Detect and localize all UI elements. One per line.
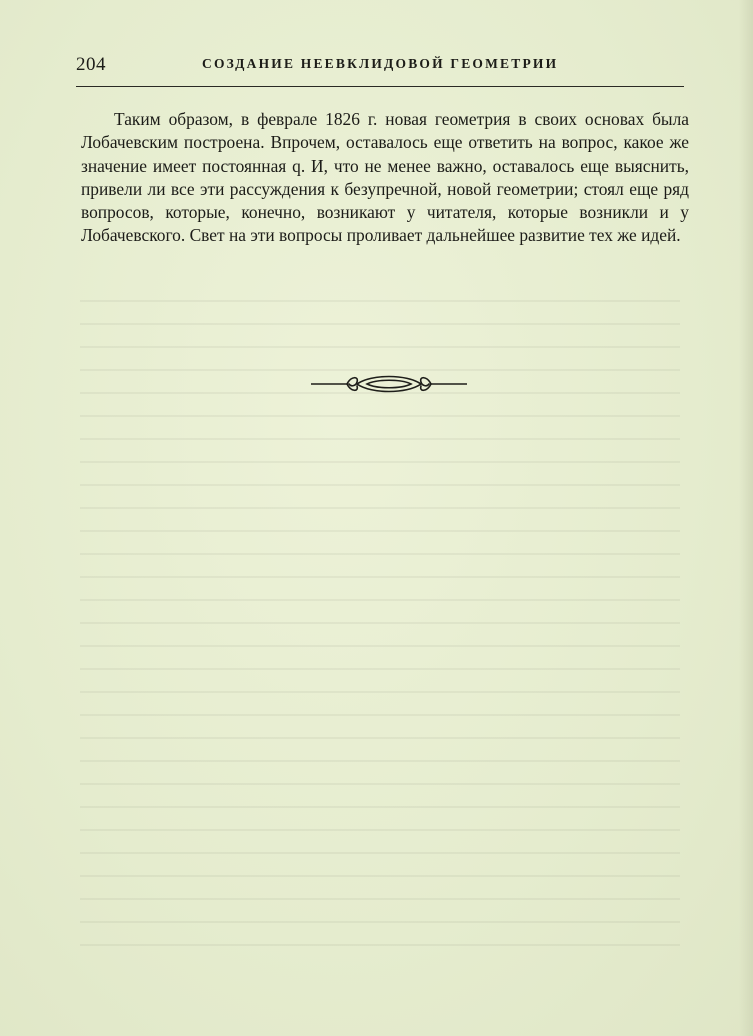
running-title: СОЗДАНИЕ НЕЕВКЛИДОВОЙ ГЕОМЕТРИИ	[202, 56, 559, 71]
page-edge	[739, 0, 753, 1036]
page-number: 204	[76, 54, 106, 75]
show-through-text	[80, 300, 680, 950]
page-header	[76, 54, 685, 84]
body-paragraph: Таким образом, в феврале 1826 г. новая геометрия в своих основах была Лобачевским построена. Впрочем, оставалось еще ответить на вопрос, какое же значение имеет постоянная q. И, что не менее важно, оставалось еще выяснить, привели ли все эти рассуждения к безупречной, новой геометрии; стоял еще ряд вопросов, которые, конечно, возникают у читателя, которые возникли и у Лобачевского. Свет на эти вопросы проливает дальнейшее развитие тех же идей.	[81, 109, 689, 246]
header-rule	[76, 86, 684, 87]
decorative-scroll-icon	[311, 372, 467, 396]
